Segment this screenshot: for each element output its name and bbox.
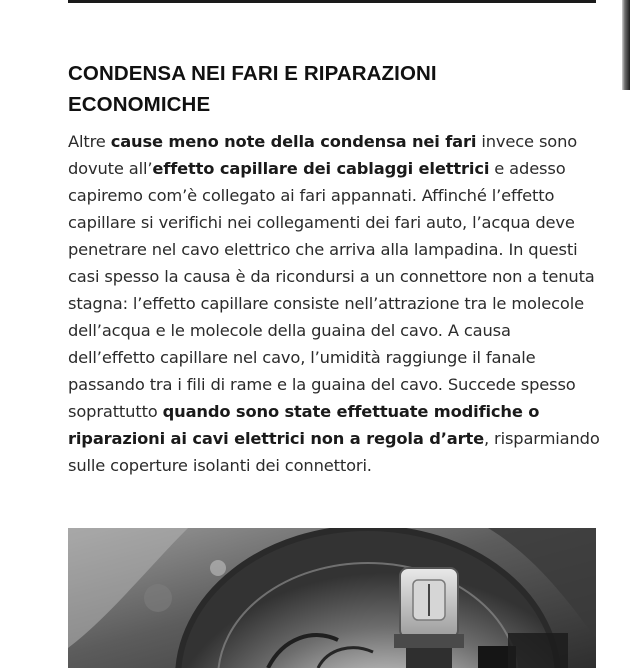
top-divider <box>68 0 596 3</box>
bulb-base <box>394 634 464 648</box>
text-run: invece sono dovute all’ <box>68 132 578 178</box>
bold-run: effetto capillare dei cablaggi elettrici <box>152 159 490 178</box>
body-paragraph <box>68 128 600 479</box>
bold-run: quando sono state effettuate modifiche o riparazioni ai cavi elettrici non a regola d’arte <box>68 402 540 448</box>
headlight-illustration <box>68 528 596 668</box>
text-run: , risparmiando sulle coperture isolanti dei connettori. <box>68 429 600 475</box>
section-heading <box>68 58 600 120</box>
heading-line-2: ECONOMICHE <box>68 93 211 116</box>
headlight-photo <box>68 528 596 668</box>
heading-line-1: CONDENSA NEI FARI E RIPARAZIONI <box>68 62 437 85</box>
text-run: Altre <box>68 132 111 151</box>
text-run: e adesso capiremo com’è collegato ai fari appannati. Affinché l’effetto capillare si verifichi nei collegamenti dei fari auto, l’acqua deve penetrare nel cavo elettrico che arriva alla lampadina. In questi casi spesso la causa è da ricondursi a un connettore non a tenuta stagna: l’effetto capillare consiste nell’attrazione tra le molecole dell’acqua e le molecole della guaina del cavo. A causa dell’effetto capillare nel cavo, l’umidità raggiunge il fanale passando tra i fili di rame e la guaina del cavo. Succede spesso soprattutto <box>68 159 595 421</box>
adjacent-image-edge <box>622 0 630 90</box>
bold-run: cause meno note della condensa nei fari <box>110 132 477 151</box>
article-section <box>68 58 600 479</box>
